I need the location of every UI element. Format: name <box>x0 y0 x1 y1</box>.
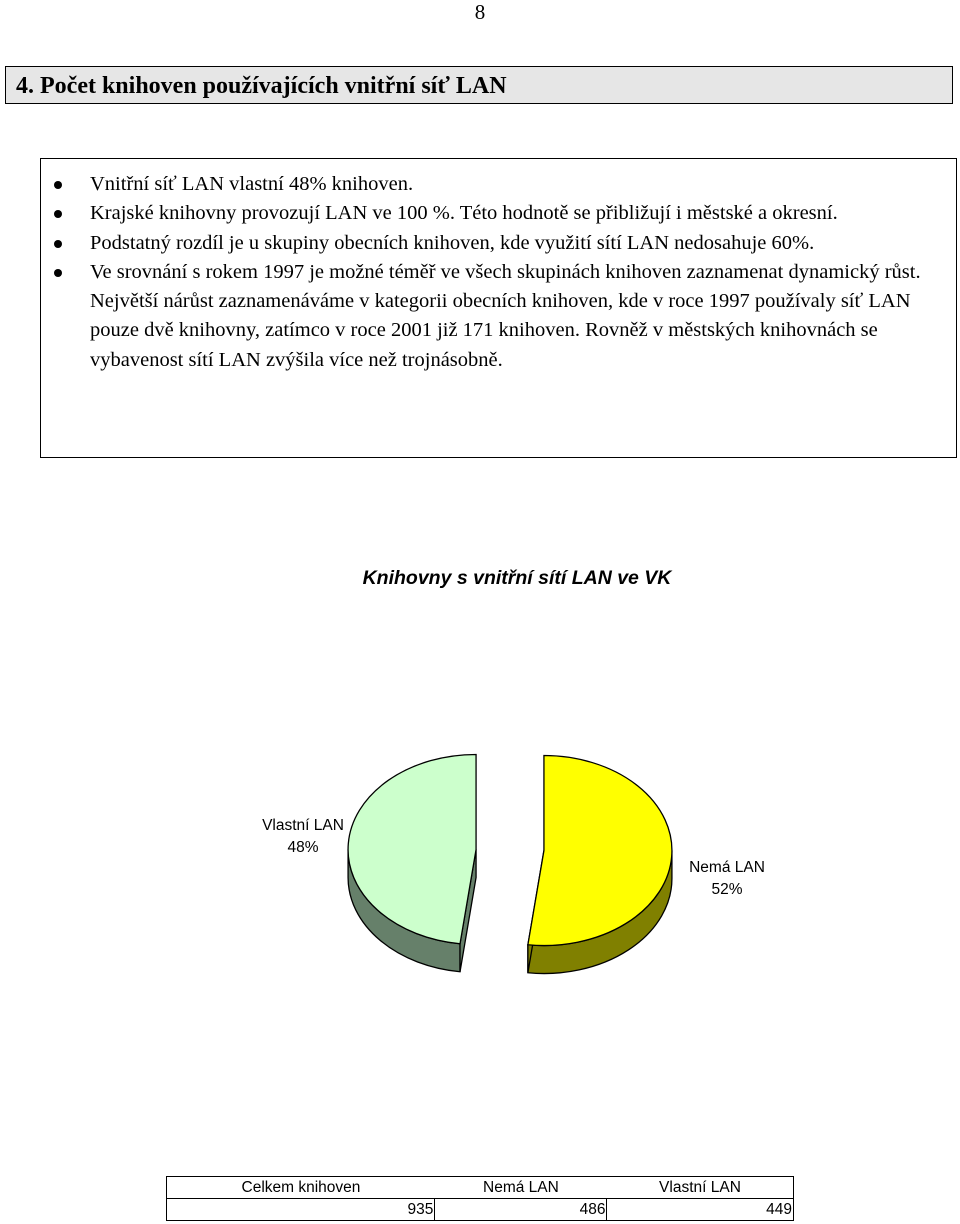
table-cell: 935 <box>167 1199 435 1221</box>
section-heading: 4. Počet knihoven používajících vnitřní síť LAN <box>16 73 507 99</box>
slice-category-label: Vlastní LAN <box>262 817 344 834</box>
chart-title: Knihovny s vnitřní sítí LAN ve VK <box>362 567 672 589</box>
data-table <box>166 1176 794 1221</box>
table-header-row <box>167 1177 794 1199</box>
page-number: 8 <box>474 0 486 24</box>
table-header-cell: Nemá LAN <box>435 1177 607 1199</box>
table-header-cell: Vlastní LAN <box>607 1177 794 1199</box>
bullet-text: Ve srovnání s rokem 1997 je možné téměř ve všech skupinách knihoven zaznamenat dynamický růst. Největší nárůst zaznamenáváme v kategorii obecních knihoven, kde v roce 1997 používaly síť LAN pouze dvě knihovny, zatímco v roce 2001 již 171 knihoven. Rovněž v městských knihovnách se vybavenost sítí LAN zvýšila více než trojnásobně. <box>90 260 921 371</box>
table-cell: 449 <box>607 1199 794 1221</box>
slice-value-label: 48% <box>287 839 319 856</box>
slice-value-label: 52% <box>711 881 743 898</box>
slice-category-label: Nemá LAN <box>689 859 765 876</box>
bullet-text: Krajské knihovny provozují LAN ve 100 %. Této hodnotě se přibližují i městské a okresní. <box>90 202 838 225</box>
pie-label-own-lan <box>248 815 358 859</box>
pie-label-no-lan <box>672 857 782 901</box>
bullet-text: Podstatný rozdíl je u skupiny obecních knihoven, kde využití sítí LAN nedosahuje 60%. <box>90 231 815 254</box>
table-header-cell: Celkem knihoven <box>167 1177 435 1199</box>
table-cell: 486 <box>435 1199 607 1221</box>
bullet-text: Vnitřní síť LAN vlastní 48% knihoven. <box>90 173 414 195</box>
table-row <box>167 1199 794 1221</box>
